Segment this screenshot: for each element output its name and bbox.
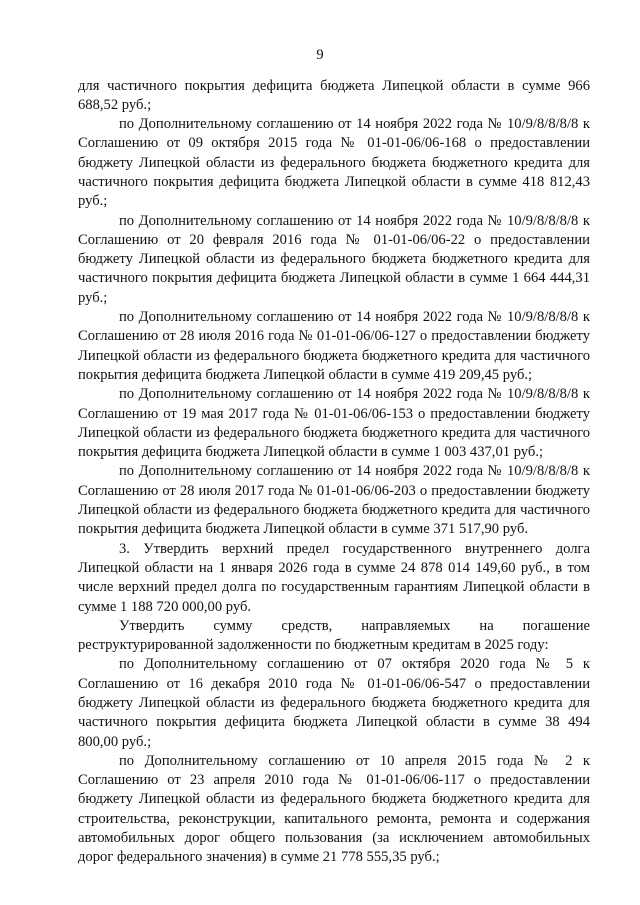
paragraph-agreement-2010-dec: по Дополнительному соглашению от 07 октября 2020 года № 5 к Соглашению от 16 декабря 2010 года № 01-01-06/06-547 о предоставлении бюджету Липецкой области из федерального бюджета бюджетного кредита для частичного покрытия дефицита бюджета Липецкой области в сумме 38 494 800,00 руб.; (78, 656, 590, 750)
paragraph-repayment-amount: Утвердить сумму средств, направляемых на погашение реструктурированной задолженности по бюджетным кредитам в 2025 году: (78, 617, 590, 654)
paragraph-agreement-2015: по Дополнительному соглашению от 14 ноября 2022 года № 10/9/8/8/8/8 к Соглашению от 09 октября 2015 года № 01-01-06/06-168 о предоставлении бюджету Липецкой области из федерального бюджета бюджетного кредита для частичного покрытия дефицита бюджета Липецкой области в сумме 418 812,43 руб.; (78, 116, 590, 210)
paragraph-agreement-2017-jul: по Дополнительному соглашению от 14 ноября 2022 года № 10/9/8/8/8/8 к Соглашению от 28 июля 2017 года № 01-01-06/06-203 о предоставлении бюджету Липецкой области из федерального бюджета бюджетного кредита для частичного покрытия дефицита бюджета Липецкой области в сумме 371 517,90 руб. (78, 463, 590, 538)
document-body (78, 77, 590, 868)
paragraph-agreement-2016-feb: по Дополнительному соглашению от 14 ноября 2022 года № 10/9/8/8/8/8 к Соглашению от 20 февраля 2016 года № 01-01-06/06-22 о предоставлении бюджету Липецкой области из федерального бюджета бюджетного кредита для частичного покрытия дефицита бюджета Липецкой области в сумме 1 664 444,31 руб.; (78, 212, 590, 306)
page-number: 9 (316, 47, 324, 63)
paragraph-continuation: для частичного покрытия дефицита бюджета Липецкой области в сумме 966 688,52 руб.; (78, 77, 590, 113)
paragraph-agreement-2010-apr: по Дополнительному соглашению от 10 апреля 2015 года № 2 к Соглашению от 23 апреля 2010 года № 01-01-06/06-117 о предоставлении бюджету Липецкой области из федерального бюджета бюджетного кредита для строительства, реконструкции, капитального ремонта, ремонта и содержания автомобильных дорог общего пользования (за исключением автомобильных дорог федерального значения) в сумме 21 778 555,35 руб.; (78, 752, 590, 866)
paragraph-debt-limit: 3. Утвердить верхний предел государственного внутреннего долга Липецкой области на 1 января 2026 года в сумме 24 878 014 149,60 руб., в том числе верхний предел долга по государственным гарантиям Липецкой области в сумме 1 188 720 000,00 руб. (78, 540, 590, 615)
paragraph-agreement-2016-jul: по Дополнительному соглашению от 14 ноября 2022 года № 10/9/8/8/8/8 к Соглашению от 28 июля 2016 года № 01-01-06/06-127 о предоставлении бюджету Липецкой области из федерального бюджета бюджетного кредита для частичного покрытия дефицита бюджета Липецкой области в сумме 419 209,45 руб.; (78, 309, 590, 383)
paragraph-agreement-2017-may: по Дополнительному соглашению от 14 ноября 2022 года № 10/9/8/8/8/8 к Соглашению от 19 мая 2017 года № 01-01-06/06-153 о предоставлении бюджету Липецкой области из федерального бюджета бюджетного кредита для частичного покрытия дефицита бюджета Липецкой области в сумме 1 003 437,01 руб.; (78, 386, 590, 461)
